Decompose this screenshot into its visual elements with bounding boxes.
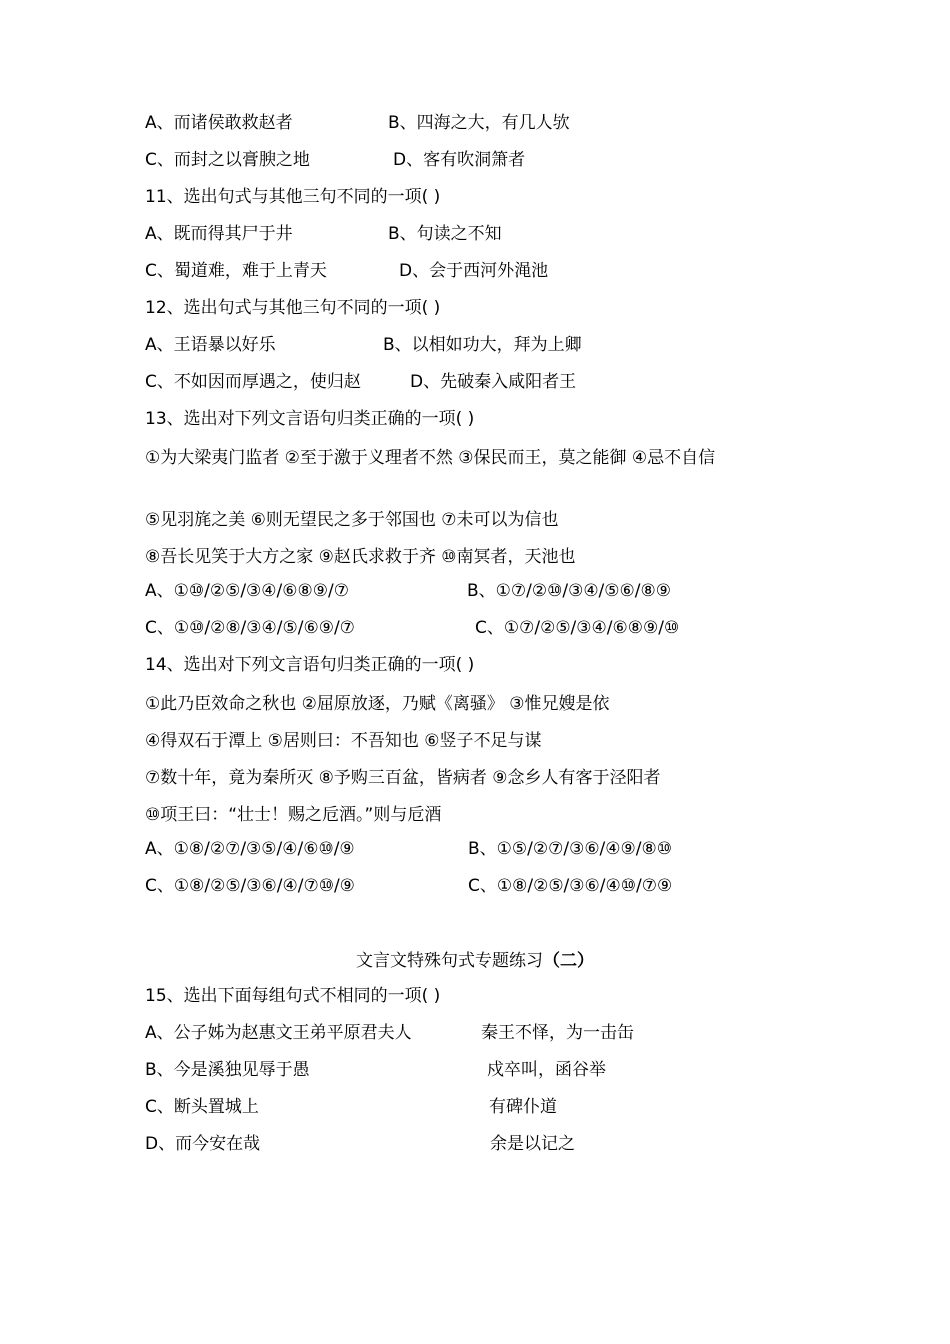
q11-stem: 11、选出句式与其他三句不同的一项( ) [145, 187, 441, 207]
section-title-main: 文言文特殊句式专题练习 [356, 951, 543, 971]
q10-option-c: C、而封之以膏腴之地 [145, 150, 310, 170]
q13-items-line-2: ⑤见羽旄之美 ⑥则无望民之多于邻国也 ⑦未可以为信也 [145, 510, 559, 530]
q15-option-b-left: B、今是溪独见辱于愚 [145, 1060, 310, 1080]
q12-option-b: B、以相如功大，拜为上卿 [383, 335, 582, 355]
q10-option-a: A、而诸侯敢救赵者 [145, 113, 293, 133]
q15-option-c-right: 有碑仆道 [489, 1097, 557, 1117]
q14-items-line-1: ①此乃臣效命之秋也 ②屈原放逐，乃赋《离骚》 ③惟兄嫂是依 [145, 694, 610, 714]
q15-option-c-left: C、断头置城上 [145, 1097, 259, 1117]
section-title [0, 950, 950, 972]
q13-stem: 13、选出对下列文言语句归类正确的一项( ) [145, 409, 475, 429]
q15-option-a-right: 秦王不怿，为一击缶 [481, 1023, 634, 1043]
q14-option-c: C、①⑧/②⑤/③⑥/④/⑦⑩/⑨ [145, 876, 355, 896]
q15-stem: 15、选出下面每组句式不相同的一项( ) [145, 986, 441, 1006]
q14-items-line-4: ⑩项王曰：“壮士！赐之卮酒。”则与卮酒 [145, 805, 442, 825]
q11-option-c: C、蜀道难，难于上青天 [145, 261, 327, 281]
q14-option-d: C、①⑧/②⑤/③⑥/④⑩/⑦⑨ [468, 876, 673, 896]
section-title-number: （二） [543, 951, 594, 971]
q13-option-b: B、①⑦/②⑩/③④/⑤⑥/⑧⑨ [467, 581, 671, 601]
q14-option-b: B、①⑤/②⑦/③⑥/④⑨/⑧⑩ [468, 839, 672, 859]
q13-items-line-3: ⑧吾长见笑于大方之家 ⑨赵氏求救于齐 ⑩南冥者，天池也 [145, 547, 576, 567]
q12-option-d: D、先破秦入咸阳者王 [410, 372, 577, 392]
q14-stem: 14、选出对下列文言语句归类正确的一项( ) [145, 655, 475, 675]
q13-option-c: C、①⑩/②⑧/③④/⑤/⑥⑨/⑦ [145, 618, 355, 638]
q14-items-line-3: ⑦数十年，竟为秦所灭 ⑧予购三百盆，皆病者 ⑨念乡人有客于泾阳者 [145, 768, 661, 788]
q12-option-a: A、王语暴以好乐 [145, 335, 276, 355]
q11-option-d: D、会于西河外渑池 [399, 261, 549, 281]
q15-option-a-left: A、公子姊为赵惠文王弟平原君夫人 [145, 1023, 412, 1043]
q14-items-line-2: ④得双石于潭上 ⑤居则曰：不吾知也 ⑥竖子不足与谋 [145, 731, 542, 751]
q12-stem: 12、选出句式与其他三句不同的一项( ) [145, 298, 441, 318]
q12-option-c: C、不如因而厚遇之，使归赵 [145, 372, 361, 392]
q15-option-d-right: 余是以记之 [490, 1134, 575, 1154]
q11-option-a: A、既而得其尸于井 [145, 224, 293, 244]
q10-option-b: B、四海之大，有几人欤 [388, 113, 570, 133]
q13-items-line-1: ①为大梁夷门监者 ②至于激于义理者不然 ③保民而王，莫之能御 ④忌不自信 [145, 448, 716, 468]
q15-option-d-left: D、而今安在哉 [145, 1134, 261, 1154]
q14-option-a: A、①⑧/②⑦/③⑤/④/⑥⑩/⑨ [145, 839, 355, 859]
q15-option-b-right: 戍卒叫，函谷举 [487, 1060, 606, 1080]
q13-option-d: C、①⑦/②⑤/③④/⑥⑧⑨/⑩ [475, 618, 680, 638]
q13-option-a: A、①⑩/②⑤/③④/⑥⑧⑨/⑦ [145, 581, 349, 601]
q10-option-d: D、客有吹洞箫者 [393, 150, 526, 170]
q11-option-b: B、句读之不知 [388, 224, 502, 244]
